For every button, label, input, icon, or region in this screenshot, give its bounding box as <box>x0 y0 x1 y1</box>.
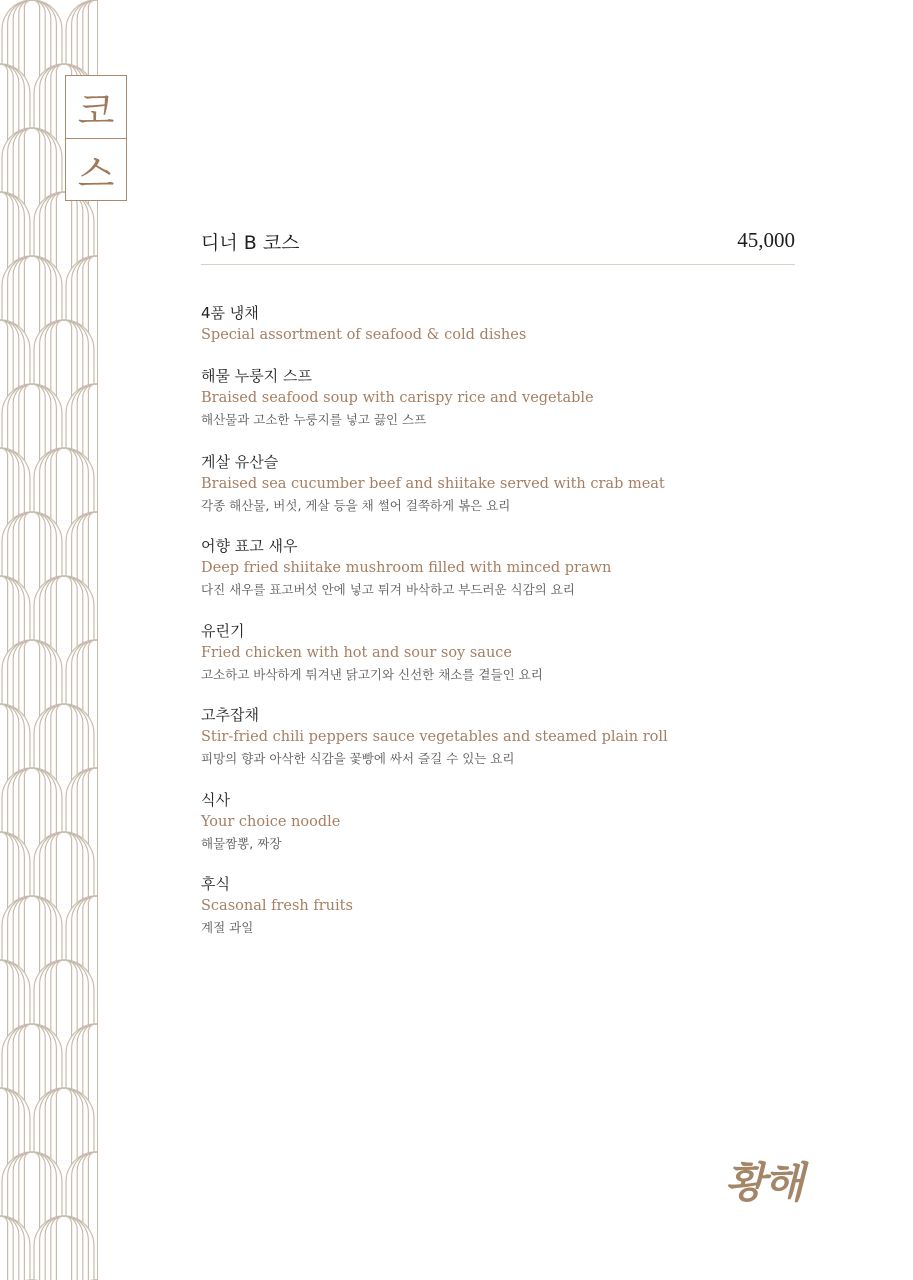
dish-description: 해산물과 고소한 누룽지를 넣고 끓인 스프 <box>201 412 427 427</box>
section-tag <box>65 75 127 201</box>
dish-description: 고소하고 바삭하게 튀겨낸 닭고기와 신선한 채소를 곁들인 요리 <box>201 667 543 682</box>
course-title: 디너 B 코스 <box>201 232 300 254</box>
dish-name-en: Scasonal fresh fruits <box>201 898 353 914</box>
dish-name-en: Stir-fried chili peppers sauce vegetables and steamed plain roll <box>201 729 668 745</box>
dish-description: 다진 새우를 표고버섯 안에 넣고 튀겨 바삭하고 부드러운 식감의 요리 <box>201 582 575 597</box>
dish-item <box>201 536 795 600</box>
dish-description: 계절 과일 <box>201 920 254 935</box>
dish-name-en: Deep fried shiitake mushroom filled with minced prawn <box>201 560 612 576</box>
dish-item <box>201 303 795 346</box>
brand-logo: 황해 <box>725 1158 803 1207</box>
course-price: 45,000 <box>737 228 795 252</box>
dish-name-en: Fried chicken with hot and sour soy sauce <box>201 645 512 661</box>
dish-name-en: Special assortment of seafood & cold dishes <box>201 327 527 343</box>
dish-item <box>201 621 795 685</box>
pattern-arch <box>34 1216 94 1280</box>
dish-item <box>201 452 795 516</box>
dish-name-ko: 해물 누룽지 스프 <box>201 367 312 385</box>
dish-name-ko: 4품 냉채 <box>201 304 259 322</box>
dish-name-ko: 후식 <box>201 875 230 893</box>
dish-item <box>201 874 795 938</box>
dish-name-ko: 어향 표고 새우 <box>201 537 298 555</box>
dish-item <box>201 790 795 854</box>
dish-name-ko: 게살 유산슬 <box>201 453 279 471</box>
dish-name-en: Braised seafood soup with carispy rice and vegetable <box>201 390 594 406</box>
course-header <box>201 226 795 265</box>
dish-name-ko: 식사 <box>201 791 230 809</box>
dish-name-ko: 고추잡채 <box>201 706 259 724</box>
dish-item <box>201 366 795 430</box>
section-tag-char-1: 코 <box>66 76 126 139</box>
section-tag-char-2: 스 <box>77 151 115 196</box>
dish-description: 각종 해산물, 버섯, 게살 등을 채 썰어 걸쭉하게 볶은 요리 <box>201 498 511 513</box>
dish-description: 해물짬뽕, 짜장 <box>201 836 282 851</box>
dish-name-en: Your choice noodle <box>201 814 341 830</box>
dish-name-en: Braised sea cucumber beef and shiitake served with crab meat <box>201 476 665 492</box>
dish-item <box>201 705 795 769</box>
dish-description: 피망의 향과 아삭한 식감을 꽃빵에 싸서 즐길 수 있는 요리 <box>201 751 515 766</box>
dish-name-ko: 유린기 <box>201 622 245 640</box>
